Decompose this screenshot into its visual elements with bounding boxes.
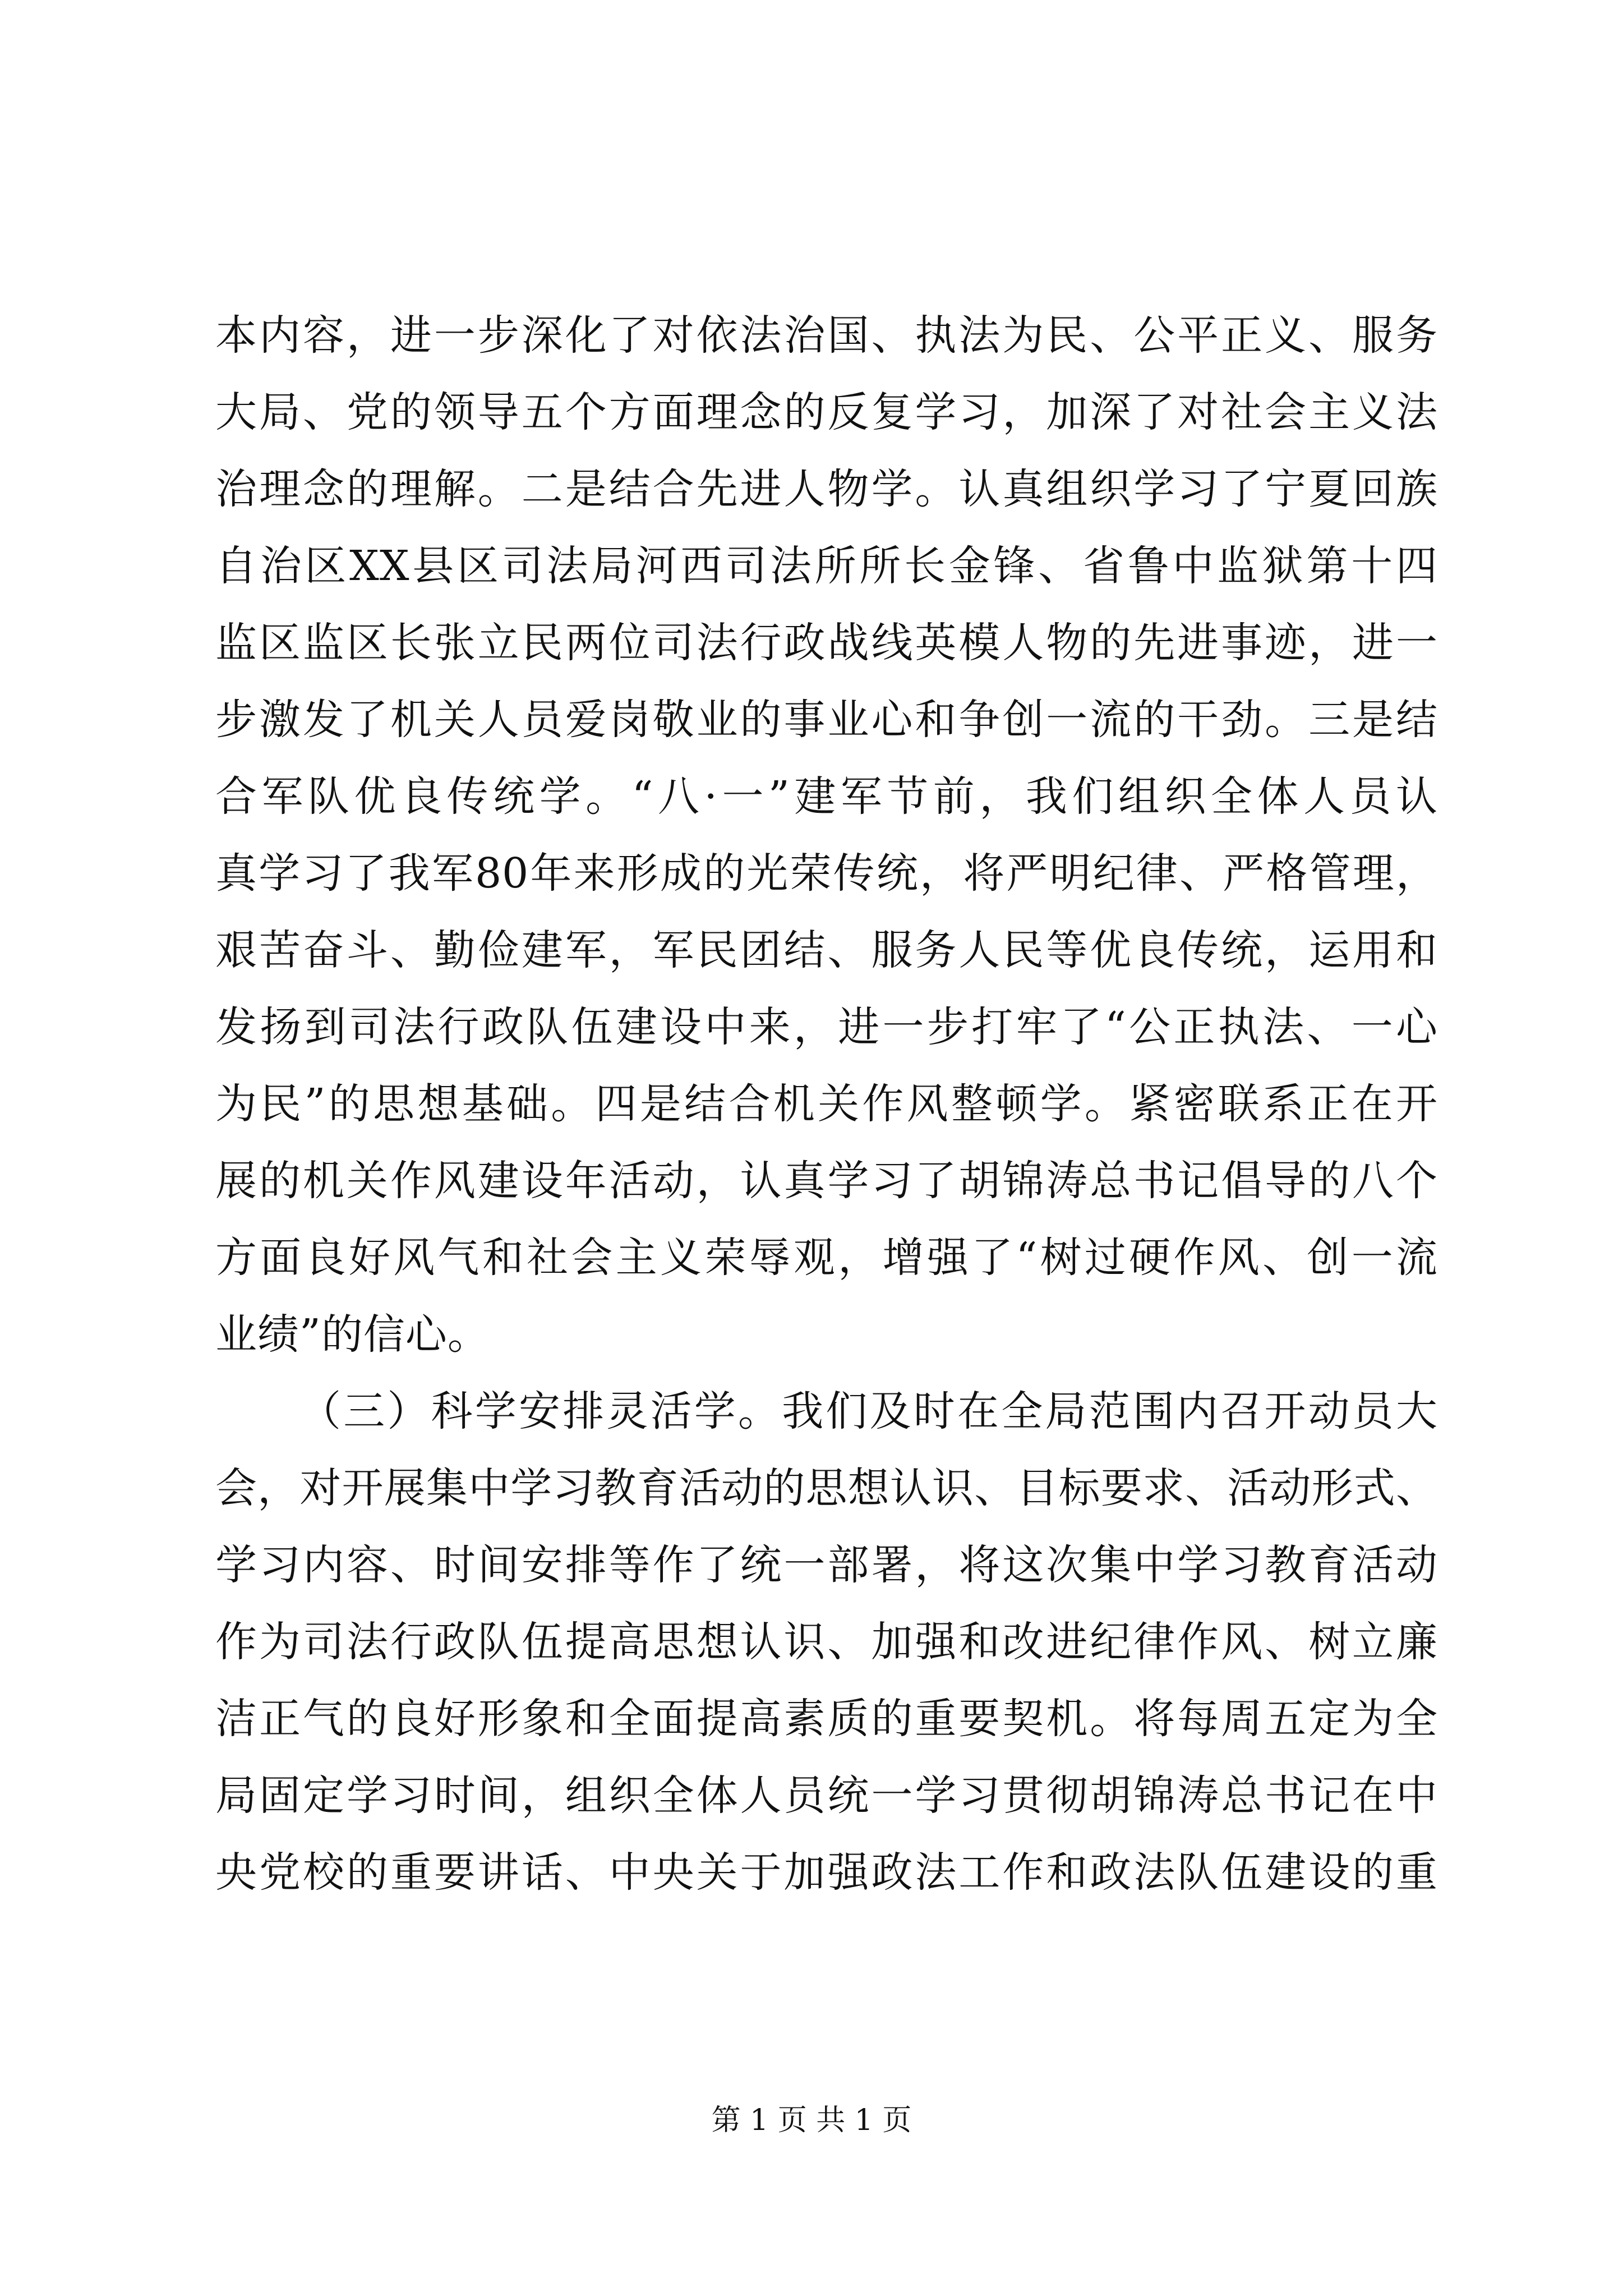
text-line: 真学习了我军80年来形成的光荣传统，将严明纪律、严格管理， [215,849,1438,898]
text-line: 央党校的重要讲话、中央关于加强政法工作和政法队伍建设的重 [215,1848,1438,1897]
page-number-footer: 第 1 页 共 1 页 [711,2104,912,2137]
text-line: 洁正气的良好形象和全面提高素质的重要契机。将每周五定为全 [215,1695,1438,1743]
text-line: 艰苦奋斗、勤俭建军，军民团结、服务人民等优良传统，运用和 [215,926,1438,974]
text-line: 方面良好风气和社会主义荣辱观，增强了“树过硬作风、创一流 [215,1234,1438,1282]
text-line: 展的机关作风建设年活动，认真学习了胡锦涛总书记倡导的八个 [215,1157,1438,1205]
document-body [215,297,1438,1911]
text-line: 发扬到司法行政队伍建设中来，进一步打牢了“公正执法、一心 [215,1003,1438,1051]
text-line: 自治区XX县区司法局河西司法所所长金锋、省鲁中监狱第十四 [215,542,1438,590]
text-line: 学习内容、时间安排等作了统一部署，将这次集中学习教育活动 [215,1541,1438,1589]
text-line: 作为司法行政队伍提高思想认识、加强和改进纪律作风、树立廉 [215,1618,1438,1666]
text-line: 局固定学习时间，组织全体人员统一学习贯彻胡锦涛总书记在中 [215,1772,1438,1820]
text-line: 本内容，进一步深化了对依法治国、执法为民、公平正义、服务 [215,311,1438,360]
text-line: 步激发了机关人员爱岗敬业的事业心和争创一流的干劲。三是结 [215,696,1438,744]
text-line: 大局、党的领导五个方面理念的反复学习，加深了对社会主义法 [215,388,1438,436]
text-line: 业绩”的信心。 [215,1310,490,1359]
text-line: 治理念的理解。二是结合先进人物学。认真组织学习了宁夏回族 [215,465,1438,513]
text-line: 为民”的思想基础。四是结合机关作风整顿学。紧密联系正在开 [215,1080,1438,1128]
text-line: 会，对开展集中学习教育活动的思想认识、目标要求、活动形式、 [215,1464,1438,1512]
text-line: 合军队优良传统学。“八·一”建军节前，我们组织全体人员认 [215,772,1438,821]
text-line: 监区监区长张立民两位司法行政战线英模人物的先进事迹，进一 [215,619,1438,667]
paragraph-start-line: （三）科学安排灵活学。我们及时在全局范围内召开动员大 [299,1387,1438,1435]
